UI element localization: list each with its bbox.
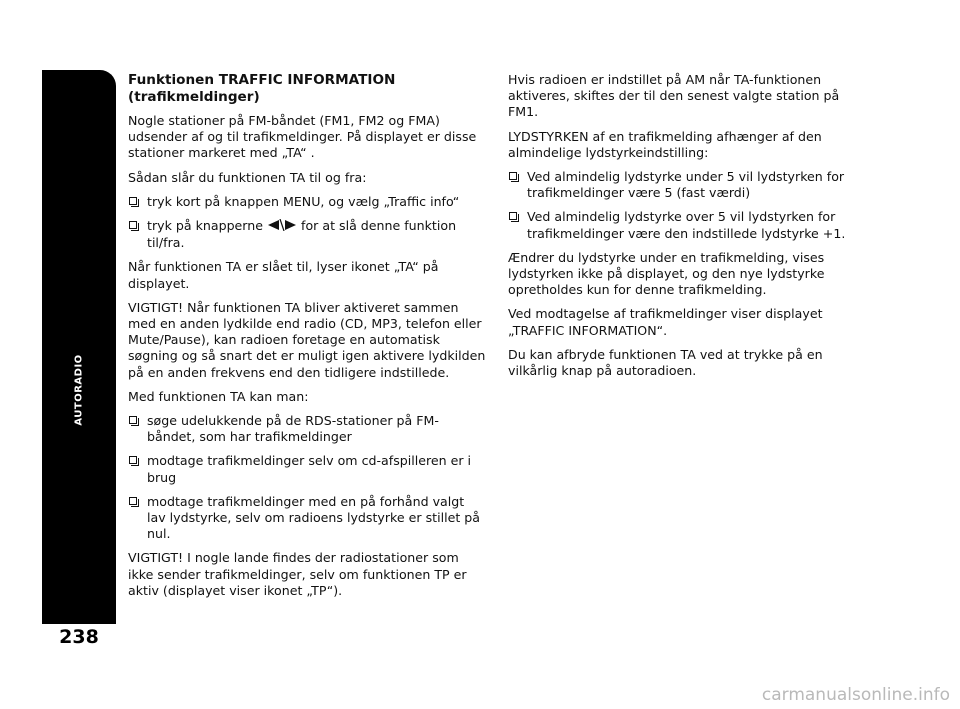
paragraph: Ændrer du lydstyrke under en trafikmelding, vises lydstyrken ikke på displayet, og den nye lydstyrke opretholdes kun for denne trafikmelding. bbox=[508, 249, 825, 298]
watermark: carmanualsonline.info bbox=[761, 685, 950, 705]
left-column bbox=[128, 72, 486, 607]
list-item bbox=[128, 218, 486, 251]
list-item bbox=[508, 169, 853, 201]
list-item bbox=[128, 194, 486, 210]
section-heading bbox=[128, 72, 486, 105]
section-sidebar bbox=[42, 70, 116, 624]
paragraph: Hvis radioen er indstillet på AM når TA-funktionen aktiveres, skiftes der til den senest valgte station på FM1. bbox=[508, 72, 840, 120]
right-column bbox=[508, 72, 853, 387]
paragraph: Ved modtagelse af trafikmeldinger viser displayet „TRAFFIC INFORMATION“. bbox=[508, 306, 823, 338]
page-number: 238 bbox=[59, 626, 99, 648]
list-item-text: Ved almindelig lydstyrke under 5 vil lydstyrken for trafikmeldinger være 5 (fast værdi) bbox=[527, 169, 845, 201]
list-item bbox=[128, 413, 486, 445]
list-item-text: for at slå denne funktion til/fra. bbox=[147, 218, 457, 251]
paragraph: Nogle stationer på FM-båndet (FM1, FM2 og FMA) udsender af og til trafikmeldinger. På displayet er disse stationer markeret med „TA“ . bbox=[128, 113, 477, 161]
checkbox-bullet-icon bbox=[129, 416, 137, 424]
heading-line-1: Funktionen TRAFFIC INFORMATION bbox=[128, 72, 396, 88]
checkbox-bullet-icon bbox=[509, 172, 517, 180]
list-item-text: tryk på knapperne bbox=[147, 218, 263, 234]
paragraph: Sådan slår du funktionen TA til og fra: bbox=[128, 169, 367, 185]
paragraph: Med funktionen TA kan man: bbox=[128, 388, 309, 404]
paragraph: Du kan afbryde funktionen TA ved at trykke på en vilkårlig knap på autoradioen. bbox=[508, 346, 823, 379]
list-item-text: søge udelukkende på de RDS-stationer på FM-båndet, som har trafikmeldinger bbox=[147, 413, 439, 445]
list-item bbox=[128, 453, 486, 485]
list-item-text: Ved almindelig lydstyrke over 5 vil lydstyrken for trafikmeldinger være den indstillede lydstyrke +1. bbox=[527, 209, 846, 241]
list-item-text: modtage trafikmeldinger selv om cd-afspilleren er i brug bbox=[147, 453, 472, 485]
paragraph: VIGTIGT! I nogle lande findes der radiostationer som ikke sender trafikmeldinger, selv om funktionen TP er aktiv (displayet viser ikonet „TP“). bbox=[128, 550, 467, 598]
checkbox-bullet-icon bbox=[129, 221, 137, 229]
checkbox-bullet-icon bbox=[129, 497, 137, 505]
paragraph: LYDSTYRKEN af en trafikmelding afhænger af den almindelige lydstyrkeindstilling: bbox=[508, 128, 822, 160]
left-right-arrows-icon bbox=[267, 219, 297, 235]
paragraph: Når funktionen TA er slået til, lyser ikonet „TA“ på displayet. bbox=[128, 259, 439, 291]
checkbox-bullet-icon bbox=[129, 456, 137, 464]
list-item bbox=[128, 494, 486, 543]
section-label: AUTORADIO bbox=[73, 354, 85, 426]
checkbox-bullet-icon bbox=[509, 212, 517, 220]
list-item-text: tryk kort på knappen MENU, og vælg „Traffic info“ bbox=[147, 193, 460, 209]
list-item bbox=[508, 209, 853, 241]
heading-line-2: (trafikmeldinger) bbox=[128, 88, 260, 105]
list-item-text: modtage trafikmeldinger med en på forhånd valgt lav lydstyrke, selv om radioens lydstyrke er stillet på nul. bbox=[147, 493, 480, 542]
checkbox-bullet-icon bbox=[129, 197, 137, 205]
paragraph: VIGTIGT! Når funktionen TA bliver aktiveret sammen med en anden lydkilde end radio (CD, MP3, telefon eller Mute/Pause), kan radioen foretage en automatisk søgning og så snart det er muligt igen aktivere lydkilden på en anden frekvens end den tidligere indstillede. bbox=[128, 299, 486, 380]
